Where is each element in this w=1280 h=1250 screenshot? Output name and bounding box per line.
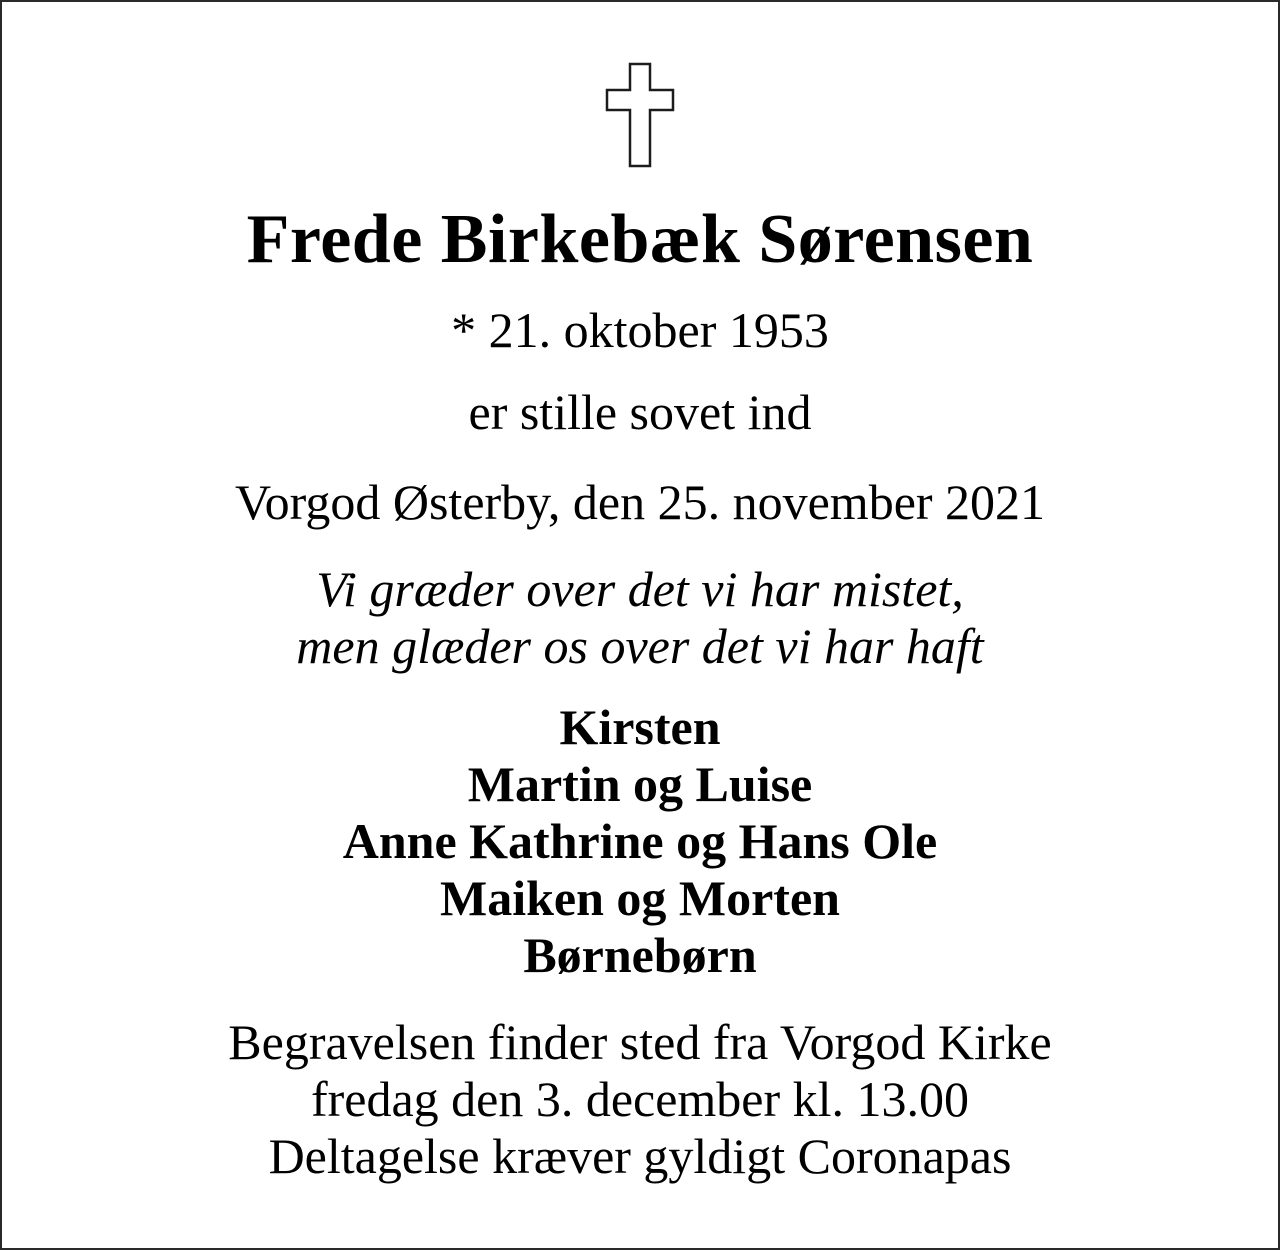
christian-cross-icon xyxy=(605,62,675,168)
memorial-verse xyxy=(2,561,1278,675)
birth-date-line: * 21. oktober 1953 xyxy=(451,302,829,358)
mourner-line-grandchildren: Børnebørn xyxy=(523,927,757,983)
funeral-information xyxy=(2,1014,1278,1185)
mourner-line-2: Martin og Luise xyxy=(467,756,813,812)
funeral-covid-notice-line: Deltagelse kræver gyldigt Coronapas xyxy=(268,1128,1012,1184)
mourner-line-3: Anne Kathrine og Hans Ole xyxy=(342,813,938,869)
deceased-name: Frede Birkebæk Sørensen xyxy=(246,201,1034,278)
mourners-list xyxy=(2,699,1278,984)
place-and-date-line: Vorgod Østerby, den 25. november 2021 xyxy=(234,474,1046,530)
death-statement-line: er stille sovet ind xyxy=(468,384,812,440)
funeral-datetime-line: fredag den 3. december kl. 13.00 xyxy=(310,1071,970,1127)
funeral-location-line: Begravelsen finder sted fra Vorgod Kirke xyxy=(228,1014,1052,1070)
verse-line-1: Vi græder over det vi har mistet, xyxy=(316,561,964,617)
verse-line-2: men glæder os over det vi har haft xyxy=(296,618,984,674)
mourner-line-1: Kirsten xyxy=(559,699,721,755)
mourner-line-4: Maiken og Morten xyxy=(440,870,840,926)
